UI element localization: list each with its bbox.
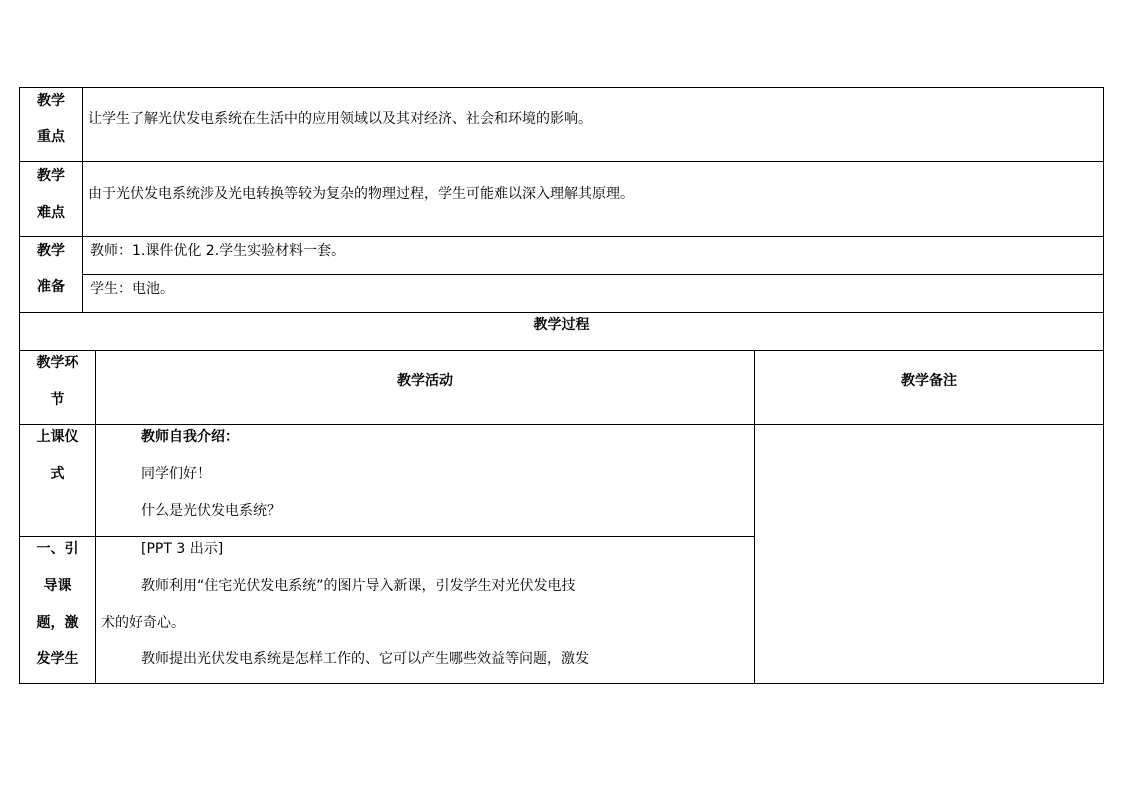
row-2-activity-line1: [PPT 3 出示]: [141, 541, 224, 557]
key-points-content: 让学生了解光伏发电系统在生活中的应用领域以及其对经济、社会和环境的影响。: [88, 111, 592, 127]
row-1-stage-line2: 式: [50, 466, 65, 482]
difficulties-content: 由于光伏发电系统涉及光电转换等较为复杂的物理过程，学生可能难以深入理解其原理。: [88, 186, 634, 202]
difficulties-label-line2: 难点: [37, 205, 65, 221]
row-2-activity-line2: 教师利用“住宅光伏发电系统”的图片导入新课，引发学生对光伏发电技: [141, 578, 576, 594]
notes-cell: [754, 424, 1104, 684]
row-1-activity-line1: 教师自我介绍：: [141, 429, 239, 445]
row-2-activity-line4: 教师提出光伏发电系统是怎样工作的、它可以产生哪些效益等问题，激发: [141, 651, 589, 667]
row-1-stage-line1: 上课仪: [36, 429, 79, 445]
row-2-stage-line2: 导课: [43, 578, 72, 594]
header-notes: 教学备注: [901, 373, 957, 389]
preparation-label-line2: 准备: [37, 279, 65, 295]
row-2-stage-line3: 题，激: [36, 615, 79, 631]
preparation-teacher: 教师：1.课件优化 2.学生实验材料一套。: [90, 243, 346, 259]
preparation-student: 学生：电池。: [90, 281, 174, 297]
row-2-activity-line3: 术的好奇心。: [101, 615, 185, 631]
header-stage-line2: 节: [50, 392, 65, 408]
header-stage-line1: 教学环: [36, 355, 79, 371]
key-points-label-line2: 重点: [37, 129, 65, 145]
row-2-stage-line4: 发学生: [36, 651, 79, 667]
row-1-activity-line3: 什么是光伏发电系统？: [141, 503, 281, 519]
row-1-activity-line2: 同学们好！: [141, 466, 211, 482]
difficulties-label-line1: 教学: [37, 168, 65, 184]
row-2-stage-line1: 一、引: [36, 541, 79, 557]
preparation-label-line1: 教学: [37, 243, 65, 259]
preparation-student-cell: [82, 274, 1104, 313]
key-points-label-line1: 教学: [37, 93, 65, 109]
header-activity: 教学活动: [397, 373, 453, 389]
process-title: 教学过程: [533, 317, 590, 333]
